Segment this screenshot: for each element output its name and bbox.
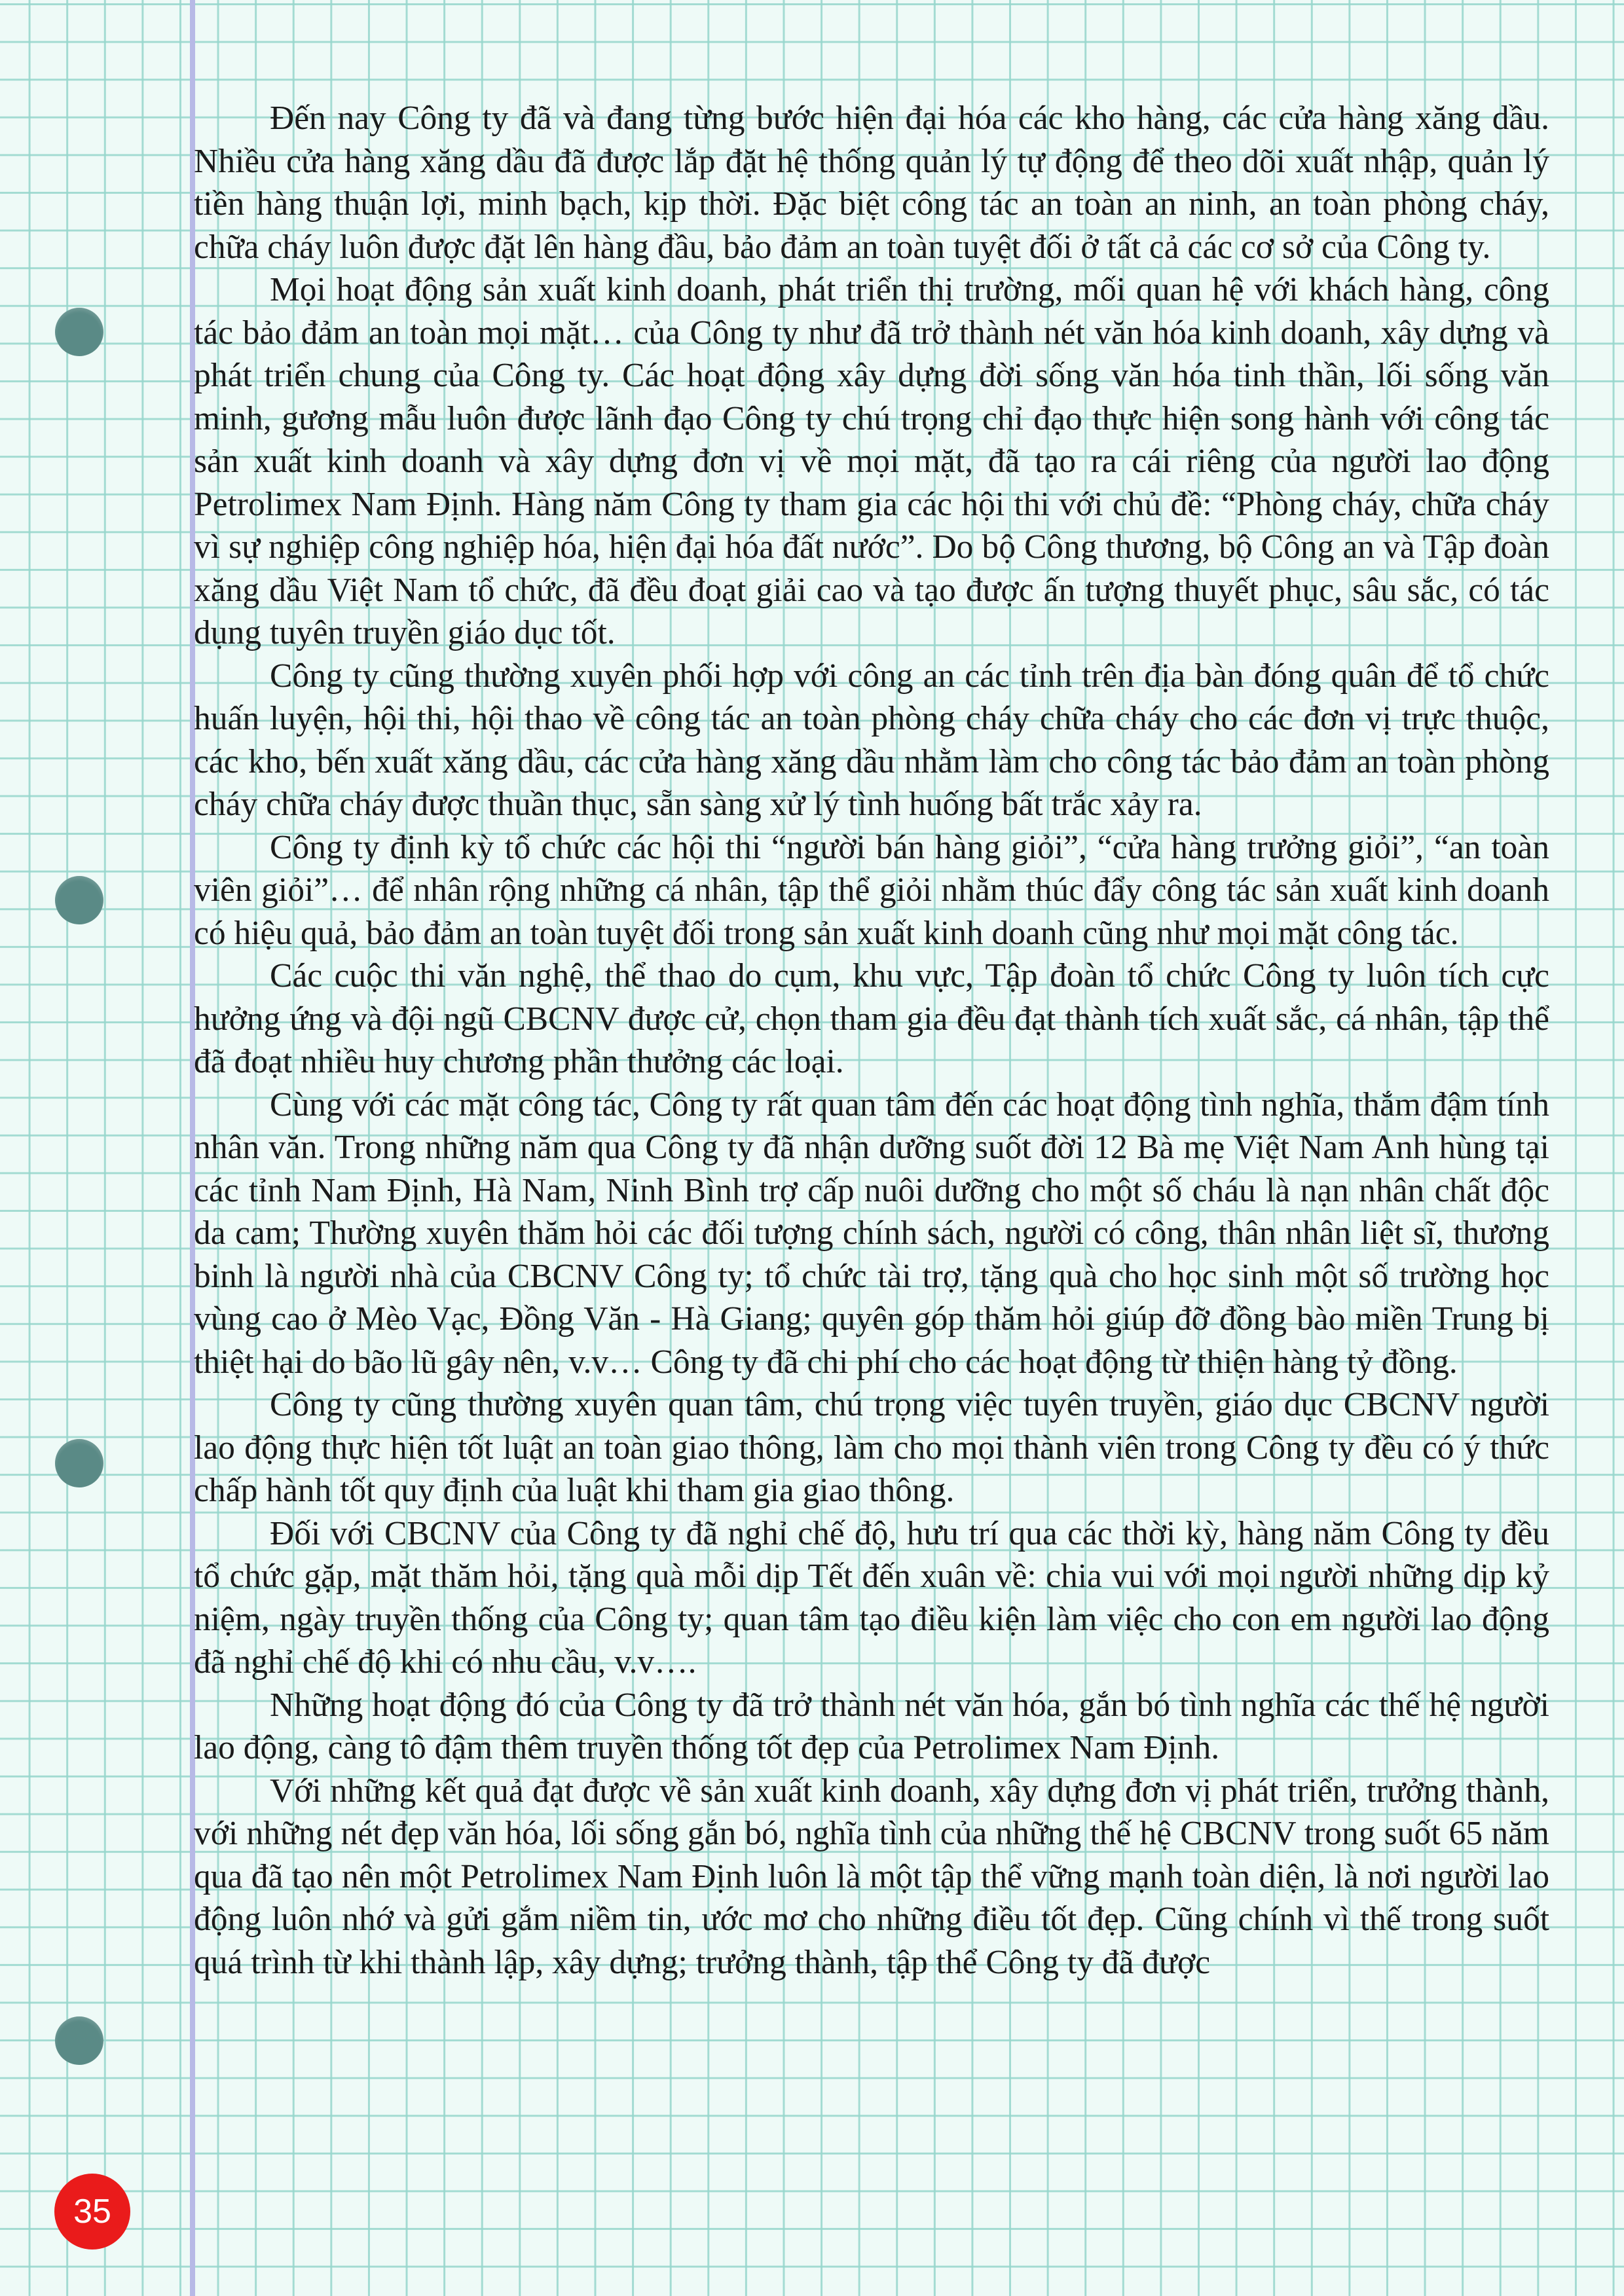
paragraph: Những hoạt động đó của Công ty đã trở thành nét văn hóa, gắn bó tình nghĩa các thế hệ người lao động, càng tô đậm thêm truyền thống tốt đẹp của Petrolimex Nam Định. bbox=[194, 1686, 1549, 1766]
paragraph: Các cuộc thi văn nghệ, thể thao do cụm, khu vực, Tập đoàn tổ chức Công ty luôn tích cực hưởng ứng và đội ngũ CBCNV được cử, chọn tham gia đều đạt thành tích xuất sắc, cá nhân, tập thể đã đoạt nhiều huy chương phần thưởng các loại. bbox=[194, 957, 1549, 1080]
paragraph: Công ty cũng thường xuyên phối hợp với công an các tỉnh trên địa bàn đóng quân để tổ chức huấn luyện, hội thi, hội thao về công tác an toàn phòng cháy chữa cháy cho các đơn vị trực thuộc, các kho, bến xuất xăng dầu, các cửa hàng xăng dầu nhằm làm cho công tác bảo đảm an toàn phòng cháy chữa cháy được thuần thục, sẵn sàng xử lý tình huống bất trắc xảy ra. bbox=[194, 657, 1549, 823]
paragraph: Đối với CBCNV của Công ty đã nghỉ chế độ, hưu trí qua các thời kỳ, hàng năm Công ty đều tổ chức gặp, mặt thăm hỏi, tặng quà mỗi dịp Tết đến xuân về: chia vui với mọi người những dịp kỷ niệm, ngày truyền thống của Công ty; quan tâm tạo điều kiện làm việc cho con em người lao động đã nghỉ chế độ khi có nhu cầu, v.v…. bbox=[194, 1514, 1549, 1681]
binder-hole bbox=[55, 308, 103, 356]
paragraph: Công ty cũng thường xuyên quan tâm, chú trọng việc tuyên truyền, giáo dục CBCNV người lao động thực hiện tốt luật an toàn giao thông, làm cho mọi thành viên trong Công ty đều có ý thức chấp hành tốt quy định của luật khi tham gia giao thông. bbox=[194, 1386, 1549, 1509]
paragraph: Công ty định kỳ tổ chức các hội thi “người bán hàng giỏi”, “cửa hàng trưởng giỏi”, “an toàn viên giỏi”… để nhân rộng những cá nhân, tập thể giỏi nhằm thúc đẩy công tác sản xuất kinh doanh có hiệu quả, bảo đảm an toàn tuyệt đối trong sản xuất kinh doanh cũng như mọi mặt công tác. bbox=[194, 828, 1549, 952]
paragraph: Mọi hoạt động sản xuất kinh doanh, phát triển thị trường, mối quan hệ với khách hàng, công tác bảo đảm an toàn mọi mặt… của Công ty như đã trở thành nét văn hóa kinh doanh, xây dựng và phát triển chung của Công ty. Các hoạt động xây dựng đời sống văn hóa tinh thần, lối sống văn minh, gương mẫu luôn được lãnh đạo Công ty chú trọng chỉ đạo thực hiện song hành với công tác sản xuất kinh doanh và xây dựng đơn vị về mọi mặt, đã tạo ra cái riêng của người lao động Petrolimex Nam Định. Hàng năm Công ty tham gia các hội thi với chủ đề: “Phòng cháy, chữa cháy vì sự nghiệp công nghiệp hóa, hiện đại hóa đất nước”. Do bộ Công thương, bộ Công an và Tập đoàn xăng dầu Việt Nam tổ chức, đã đều đoạt giải cao và tạo được ấn tượng thuyết phục, sâu sắc, có tác dụng tuyên truyền giáo dục tốt. bbox=[194, 271, 1549, 651]
paragraph: Với những kết quả đạt được về sản xuất kinh doanh, xây dựng đơn vị phát triển, trưởng thành, với những nét đẹp văn hóa, lối sống gắn bó, nghĩa tình của những thế hệ CBCNV trong suốt 65 năm qua đã tạo nên một Petrolimex Nam Định luôn là một tập thể vững mạnh toàn diện, là nơi người lao động luôn nhớ và gửi gắm niềm tin, ước mơ cho những điều tốt đẹp. Cũng chính vì thế trong suốt quá trình từ khi thành lập, xây dựng; trưởng thành, tập thể Công ty đã được bbox=[194, 1772, 1549, 1981]
paragraph: Cùng với các mặt công tác, Công ty rất quan tâm đến các hoạt động tình nghĩa, thắm đậm tính nhân văn. Trong những năm qua Công ty đã nhận dưỡng suốt đời 12 Bà mẹ Việt Nam Anh hùng tại các tỉnh Nam Định, Hà Nam, Ninh Bình trợ cấp nuôi dưỡng cho một số cháu là nạn nhân chất độc da cam; Thường xuyên thăm hỏi các đối tượng chính sách, người có công, thân nhân liệt sĩ, thương binh là người nhà của CBCNV Công ty; tổ chức tài trợ, tặng quà cho học sinh một số trường học vùng cao ở Mèo Vạc, Đồng Văn - Hà Giang; quyên góp thăm hỏi giúp đỡ đồng bào miền Trung bị thiệt hại do bão lũ gây nên, v.v… Công ty đã chi phí cho các hoạt động từ thiện hàng tỷ đồng. bbox=[194, 1085, 1549, 1381]
paragraph: Đến nay Công ty đã và đang từng bước hiện đại hóa các kho hàng, các cửa hàng xăng dầu. Nhiều cửa hàng xăng dầu đã được lắp đặt hệ thống quản lý tự động để theo dõi xuất nhập, quản lý tiền hàng thuận lợi, minh bạch, kịp thời. Đặc biệt công tác an toàn an ninh, an toàn phòng cháy, chữa cháy luôn được đặt lên hàng đầu, bảo đảm an toàn tuyệt đối ở tất cả các cơ sở của Công ty. bbox=[194, 100, 1549, 266]
page-number-badge: 35 bbox=[54, 2174, 130, 2250]
binder-hole bbox=[55, 876, 103, 924]
binder-hole bbox=[55, 2016, 103, 2065]
body-text bbox=[194, 97, 1549, 1984]
binder-hole bbox=[55, 1439, 103, 1487]
